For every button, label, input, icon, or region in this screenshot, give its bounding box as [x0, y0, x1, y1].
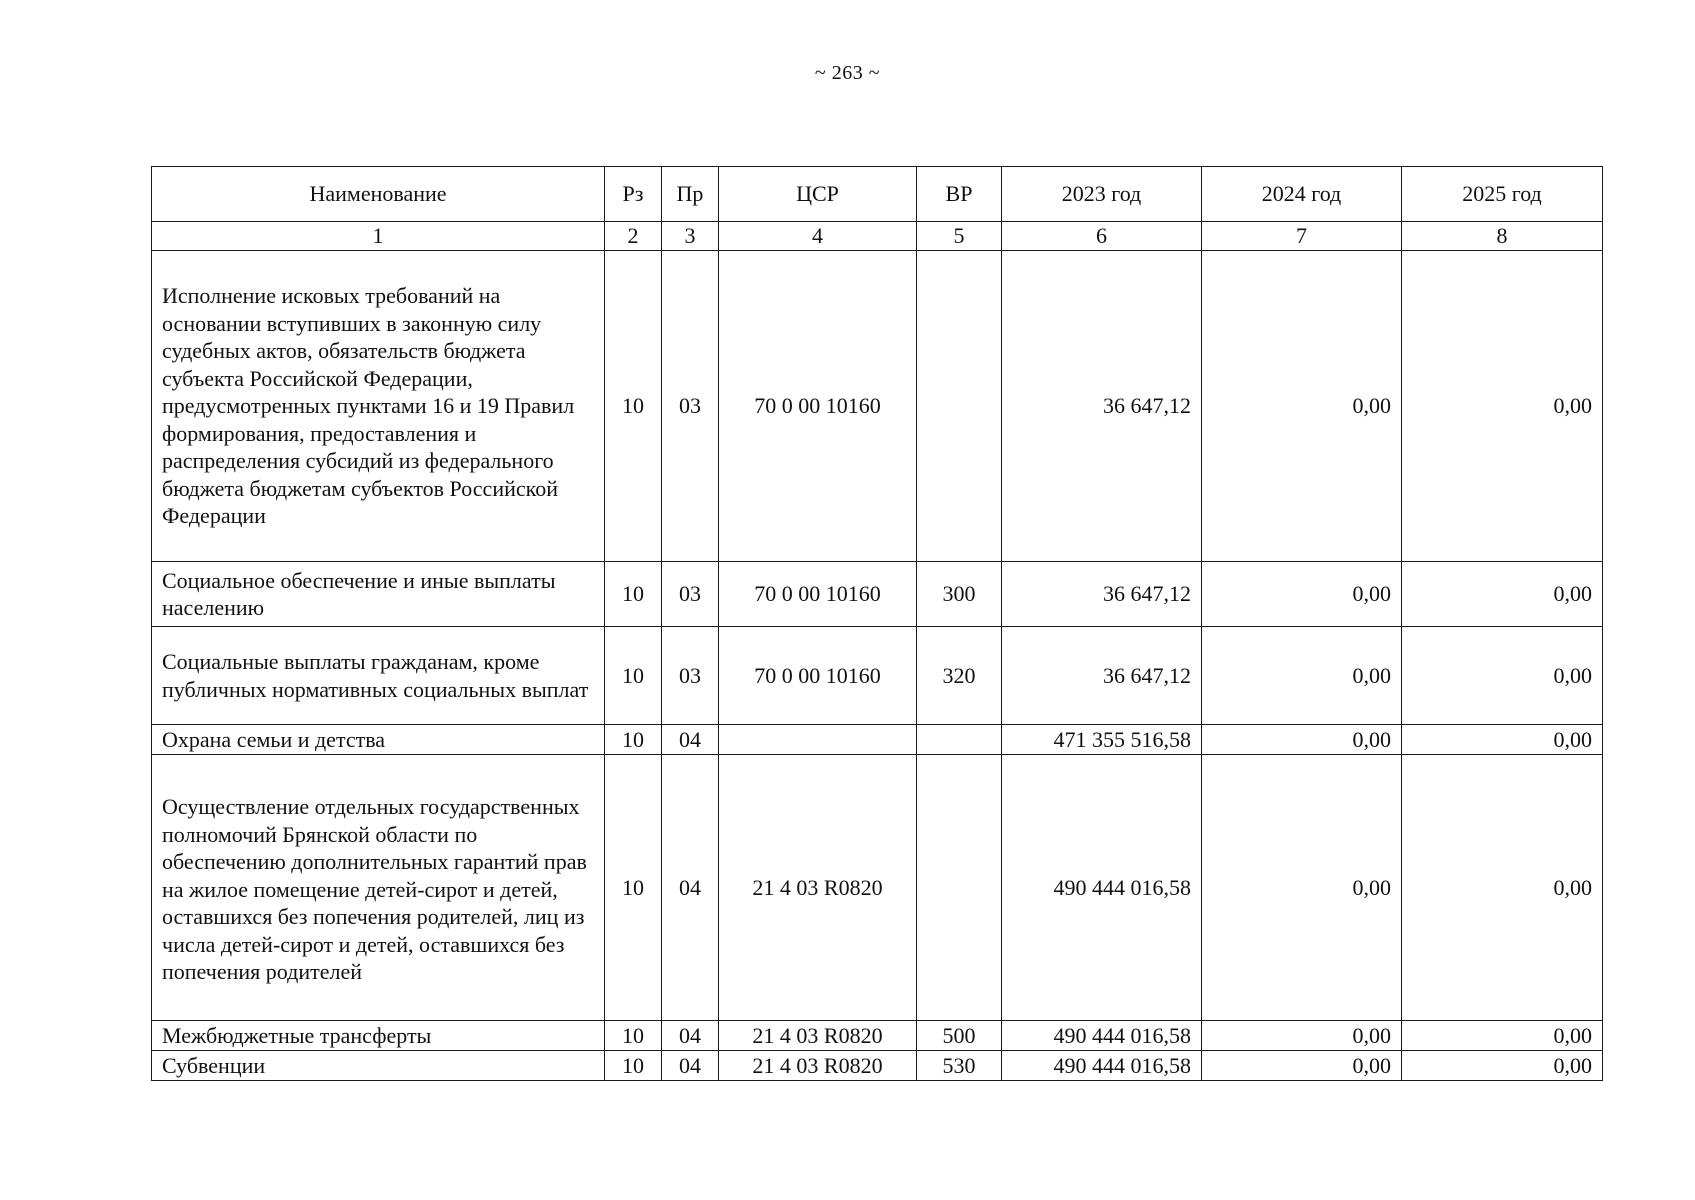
row-rz: 10: [605, 562, 662, 627]
row-csr: 21 4 03 R0820: [719, 1051, 917, 1081]
row-pr: 03: [662, 251, 719, 562]
row-pr: 03: [662, 627, 719, 725]
header-2024: 2024 год: [1202, 167, 1402, 222]
row-name: Осуществление отдельных государственных полномочий Брянской области по обеспечению дополнительных гарантий прав на жилое помещение детей-сирот и детей, оставшихся без попечения родителей, лиц из числа детей-сирот и детей, оставшихся без попечения родителей: [152, 755, 605, 1021]
row-2025: 0,00: [1402, 1021, 1603, 1051]
row-2024: 0,00: [1202, 251, 1402, 562]
row-vr: [917, 251, 1002, 562]
row-2025: 0,00: [1402, 562, 1603, 627]
column-number: 7: [1202, 222, 1402, 251]
row-2023: 36 647,12: [1002, 562, 1202, 627]
row-2024: 0,00: [1202, 725, 1402, 755]
table-row: [152, 725, 1603, 755]
row-pr: 03: [662, 562, 719, 627]
row-2024: 0,00: [1202, 755, 1402, 1021]
row-rz: 10: [605, 1021, 662, 1051]
row-name: Субвенции: [152, 1051, 605, 1081]
table-row: [152, 562, 1603, 627]
header-rz: Рз: [605, 167, 662, 222]
row-2024: 0,00: [1202, 1051, 1402, 1081]
row-2023: 36 647,12: [1002, 251, 1202, 562]
row-csr: 21 4 03 R0820: [719, 1021, 917, 1051]
row-2023: 471 355 516,58: [1002, 725, 1202, 755]
column-number: 2: [605, 222, 662, 251]
row-name: Социальные выплаты гражданам, кроме публичных нормативных социальных выплат: [152, 627, 605, 725]
table-row: [152, 627, 1603, 725]
row-vr: 500: [917, 1021, 1002, 1051]
page-number: ~ 263 ~: [814, 62, 881, 84]
row-vr: [917, 755, 1002, 1021]
row-csr: 70 0 00 10160: [719, 562, 917, 627]
row-2025: 0,00: [1402, 251, 1603, 562]
row-rz: 10: [605, 251, 662, 562]
row-csr: [719, 725, 917, 755]
row-pr: 04: [662, 725, 719, 755]
row-2023: 490 444 016,58: [1002, 755, 1202, 1021]
row-csr: 70 0 00 10160: [719, 627, 917, 725]
row-2024: 0,00: [1202, 562, 1402, 627]
budget-table: [151, 166, 1603, 1081]
column-number: 4: [719, 222, 917, 251]
row-2025: 0,00: [1402, 627, 1603, 725]
row-csr: 21 4 03 R0820: [719, 755, 917, 1021]
row-2023: 36 647,12: [1002, 627, 1202, 725]
header-csr: ЦСР: [719, 167, 917, 222]
column-number: 6: [1002, 222, 1202, 251]
row-pr: 04: [662, 755, 719, 1021]
row-rz: 10: [605, 627, 662, 725]
header-row: [152, 167, 1603, 222]
header-2023: 2023 год: [1002, 167, 1202, 222]
table-row: [152, 1021, 1603, 1051]
table-row: [152, 755, 1603, 1021]
column-number: 5: [917, 222, 1002, 251]
header-name: Наименование: [152, 167, 605, 222]
row-2025: 0,00: [1402, 755, 1603, 1021]
row-vr: 320: [917, 627, 1002, 725]
row-2023: 490 444 016,58: [1002, 1051, 1202, 1081]
row-name: Межбюджетные трансферты: [152, 1021, 605, 1051]
row-vr: 300: [917, 562, 1002, 627]
row-name: Охрана семьи и детства: [152, 725, 605, 755]
column-number: 1: [152, 222, 605, 251]
row-name: Исполнение исковых требований на основании вступивших в законную силу судебных актов, обязательств бюджета субъекта Российской Федерации, предусмотренных пунктами 16 и 19 Правил формирования, предоставления и распределения субсидий из федерального бюджета бюджетам субъектов Российской Федерации: [152, 251, 605, 562]
header-2025: 2025 год: [1402, 167, 1603, 222]
row-rz: 10: [605, 755, 662, 1021]
header-vr: ВР: [917, 167, 1002, 222]
table-row: [152, 251, 1603, 562]
row-csr: 70 0 00 10160: [719, 251, 917, 562]
header-pr: Пр: [662, 167, 719, 222]
column-number: 8: [1402, 222, 1603, 251]
table-row: [152, 1051, 1603, 1081]
column-number: 3: [662, 222, 719, 251]
row-2024: 0,00: [1202, 627, 1402, 725]
row-2025: 0,00: [1402, 1051, 1603, 1081]
row-2025: 0,00: [1402, 725, 1603, 755]
row-rz: 10: [605, 1051, 662, 1081]
row-name: Социальное обеспечение и иные выплаты населению: [152, 562, 605, 627]
column-number-row: [152, 222, 1603, 251]
row-pr: 04: [662, 1021, 719, 1051]
row-pr: 04: [662, 1051, 719, 1081]
row-2024: 0,00: [1202, 1021, 1402, 1051]
row-vr: [917, 725, 1002, 755]
row-vr: 530: [917, 1051, 1002, 1081]
row-rz: 10: [605, 725, 662, 755]
row-2023: 490 444 016,58: [1002, 1021, 1202, 1051]
